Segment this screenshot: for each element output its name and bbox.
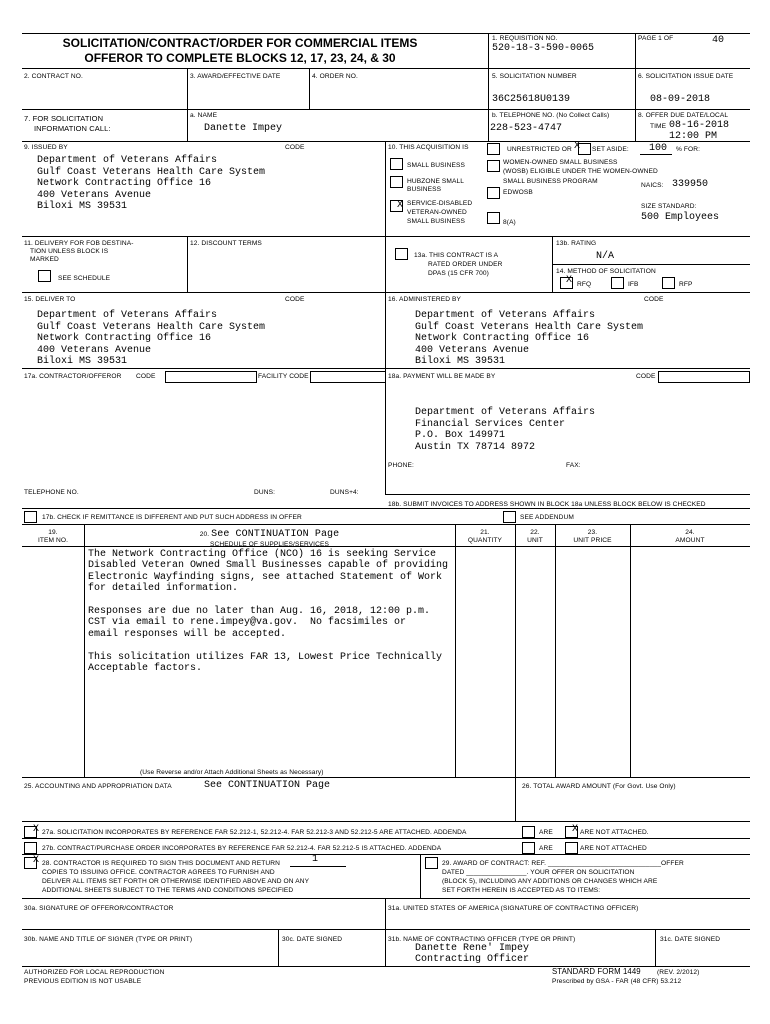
rfq-label: RFQ [577, 281, 592, 288]
rfp-checkbox[interactable] [662, 277, 675, 289]
offer-due-date[interactable]: 08-16-2018 [669, 120, 730, 131]
form-title-line2: OFFEROR TO COMPLETE BLOCKS 12, 17, 23, 24, & 30 [84, 51, 396, 65]
rfp-label: RFP [679, 281, 693, 288]
phone-label: PHONE: [388, 462, 414, 469]
col-schedule: 20. See CONTINUATION Page SCHEDULE OF SUPPLIES/SERVICES [199, 529, 340, 548]
total-award-label: 26. TOTAL AWARD AMOUNT (For Govt. Use Only) [522, 783, 676, 790]
29-line1: 29. AWARD OF CONTRACT: REF. ______________________________OFFER [442, 860, 684, 867]
29-line2: DATED ________________. YOUR OFFER ON SOLICITATION [442, 869, 635, 876]
ifb-checkbox[interactable] [611, 277, 624, 289]
facility-code-label: FACILITY CODE [258, 373, 309, 380]
fax-label: FAX: [566, 462, 581, 469]
footer-authorized: AUTHORIZED FOR LOCAL REPRODUCTION [24, 969, 165, 976]
issued-by-address[interactable]: Department of Veterans Affairs Gulf Coast Veterans Health Care System Network Contracting Office 16 400 Veterans Avenue Biloxi MS 39531 [37, 155, 266, 212]
size-standard-label: SIZE STANDARD: [641, 203, 697, 210]
edwosb-checkbox[interactable] [487, 187, 500, 199]
col-unit-price: 23. UNIT PRICE [573, 529, 612, 544]
requisition-label: 1. REQUISITION NO. [492, 35, 558, 42]
27b-are-not-checkbox[interactable] [565, 842, 578, 854]
naics-code[interactable]: 339950 [672, 179, 709, 190]
small-business-label: SMALL BUSINESS [407, 162, 465, 169]
submit-invoices-label: 18b. SUBMIT INVOICES TO ADDRESS SHOWN IN BLOCK 18a UNLESS BLOCK BELOW IS CHECKED [388, 501, 706, 508]
set-aside-percent[interactable]: 100 [649, 143, 668, 154]
administered-by-address[interactable]: Department of Veterans Affairs Gulf Coast Veterans Health Care System Network Contracting Office 16 400 Veterans Avenue Biloxi MS 39531 [415, 310, 644, 367]
footer-revision: (REV. 2/2012) [657, 969, 700, 976]
30c-label: 30c. DATE SIGNED [282, 936, 343, 943]
set-aside-checkbox[interactable] [574, 141, 591, 155]
issue-date-label: 6. SOLICITATION ISSUE DATE [638, 73, 734, 80]
contact-name[interactable]: Danette Impey [204, 123, 283, 134]
see-addendum-label: SEE ADDENDUM [520, 514, 574, 521]
29-line4: SET FORTH HEREIN IS ACCEPTED AS TO ITEMS: [442, 887, 601, 894]
edwosb-label: EDWOSB [503, 189, 533, 196]
check-mark-icon: X [574, 141, 581, 152]
rated-order-checkbox[interactable] [395, 248, 408, 260]
28-line2: COPIES TO ISSUING OFFICE. CONTRACTOR AGREES TO FURNISH AND [42, 869, 275, 876]
28-line1: 28. CONTRACTOR IS REQUIRED TO SIGN THIS DOCUMENT AND RETURN [42, 860, 280, 867]
see-schedule-label: SEE SCHEDULE [58, 275, 111, 282]
27b-are-label: ARE [539, 845, 553, 852]
28-line4: ADDITIONAL SHEETS SUBJECT TO THE TERMS AND CONDITIONS SPECIFIED [42, 887, 294, 894]
officer-signature-field[interactable] [388, 913, 748, 927]
28-checkbox[interactable] [24, 855, 40, 869]
deliver-to-label: 15. DELIVER TO [24, 296, 76, 303]
info-call-label-2: INFORMATION CALL: [34, 124, 111, 133]
delivery-fob-label-1: 11. DELIVERY FOR FOB DESTINA- [24, 240, 134, 247]
wosb-label-3: SMALL BUSINESS PROGRAM [503, 178, 598, 185]
schedule-continuation: See CONTINUATION Page [211, 529, 340, 540]
name-label: a. NAME [190, 112, 218, 119]
small-business-checkbox[interactable] [390, 158, 403, 170]
delivery-fob-label-2: TION UNLESS BLOCK IS [30, 248, 109, 255]
check-mark-icon: X [397, 200, 404, 211]
27b-are-not-label: ARE NOT ATTACHED [580, 845, 647, 852]
30b-label: 30b. NAME AND TITLE OF SIGNER (TYPE OR PRINT) [24, 936, 193, 943]
acquisition-label: 10. THIS ACQUISITION IS [388, 144, 469, 151]
31c-label: 31c. DATE SIGNED [660, 936, 721, 943]
offeror-signature-field[interactable] [24, 913, 382, 927]
31a-label: 31a. UNITED STATES OF AMERICA (SIGNATURE OF CONTRACTING OFFICER) [388, 905, 639, 912]
issued-by-label: 9. ISSUED BY [24, 144, 68, 151]
hubzone-label-2: BUSINESS [407, 186, 442, 193]
footer-previous-edition: PREVIOUS EDITION IS NOT USABLE [24, 978, 142, 985]
size-standard[interactable]: 500 Employees [641, 212, 720, 223]
footer-prescribed: Prescribed by GSA - FAR (48 CFR) 53.212 [552, 978, 682, 985]
wosb-checkbox[interactable] [487, 160, 500, 172]
27b-are-checkbox[interactable] [522, 842, 535, 854]
unrestricted-label: UNRESTRICTED OR [507, 146, 572, 153]
order-no-label: 4. ORDER NO. [312, 73, 358, 80]
contractor-label: 17a. CONTRACTOR/OFFEROR [24, 373, 122, 380]
solicitation-number-label: 5. SOLICITATION NUMBER [492, 73, 577, 80]
footer-form-name: STANDARD FORM 1449 [552, 967, 641, 976]
payment-address[interactable]: Department of Veterans Affairs Financial Services Center P.O. Box 149971 Austin TX 78714 8972 [415, 407, 596, 453]
rated-order-label-2: RATED ORDER UNDER [428, 261, 503, 268]
rating-label: 13b. RATING [556, 240, 597, 247]
unrestricted-checkbox[interactable] [487, 143, 500, 155]
rfq-checkbox[interactable] [560, 277, 573, 289]
discount-terms-label: 12. DISCOUNT TERMS [190, 240, 262, 247]
sdvosb-label-1: SERVICE-DISABLED [407, 200, 473, 207]
contractor-code-field[interactable] [165, 371, 257, 383]
deliver-to-code-label: CODE [285, 296, 305, 303]
duns4-label: DUNS+4: [330, 489, 359, 496]
31b-label: 31b. NAME OF CONTRACTING OFFICER (TYPE OR PRINT) [388, 936, 576, 943]
deliver-to-address[interactable]: Department of Veterans Affairs Gulf Coast Veterans Health Care System Network Contracting Office 16 400 Veterans Avenue Biloxi MS 39531 [37, 310, 266, 367]
sdvosb-checkbox[interactable] [390, 200, 403, 212]
reverse-note: (Use Reverse and/or Attach Additional Sheets as Necessary) [140, 769, 324, 776]
29-checkbox[interactable] [425, 857, 438, 869]
administered-by-label: 16. ADMINISTERED BY [388, 296, 461, 303]
form-title [30, 36, 450, 66]
telephone-no-label: TELEPHONE NO. [24, 489, 79, 496]
8a-checkbox[interactable] [487, 212, 500, 224]
check-mark-icon: X [33, 855, 40, 866]
27a-checkbox[interactable] [24, 824, 40, 838]
naics-label: NAICS: [641, 182, 664, 189]
8a-label: 8(A) [503, 219, 516, 226]
27a-are-label: ARE [539, 829, 553, 836]
copies-count[interactable]: 1 [312, 854, 319, 865]
info-call-label-1: 7. FOR SOLICITATION [24, 114, 104, 123]
payment-code-label: CODE [636, 373, 656, 380]
30a-label: 30a. SIGNATURE OF OFFEROR/CONTRACTOR [24, 905, 174, 912]
check-mark-icon: X [566, 275, 573, 286]
payment-code-field[interactable] [658, 371, 750, 383]
set-aside-label: SET ASIDE: [592, 146, 629, 153]
27a-are-not-checkbox[interactable] [565, 826, 578, 838]
schedule-description[interactable]: The Network Contracting Office (NCO) 16 is seeking Service Disabled Veteran Owned Small Businesses capable of providing Electronic Wayfinding signs, see attached Statement of Work for detailed information. Responses are due no later than Aug. 16, 2018, 12:00 p.m. CST via email to rene.impey@va.gov. No facsimiles or email responses will be accepted. This solicitation utilizes FAR 13, Lowest Price Technically Acceptable factors. [88, 549, 449, 675]
solicitation-number[interactable]: 36C25618U0139 [492, 94, 571, 105]
see-schedule-checkbox[interactable] [38, 270, 51, 282]
wosb-label-1: WOMEN-OWNED SMALL BUSINESS [503, 159, 618, 166]
duns-label: DUNS: [254, 489, 276, 496]
facility-code-field[interactable] [310, 371, 386, 383]
rated-order-label-3: DPAS (15 CFR 700) [428, 270, 489, 277]
27a-label: 27a. SOLICITATION INCORPORATES BY REFERENCE FAR 52.212-1, 52.212-4. FAR 52.212-3 AND 52.212-5 ARE ATTACHED. ADDENDA [42, 829, 467, 836]
29-line3: (BLOCK 5), INCLUDING ANY ADDITIONS OR CHANGES WHICH ARE [442, 878, 658, 885]
time-label: TIME [650, 123, 667, 130]
remittance-checkbox[interactable] [24, 511, 37, 523]
method-label: 14. METHOD OF SOLICITATION [556, 268, 656, 275]
hubzone-label-1: HUBZONE SMALL [407, 178, 464, 185]
delivery-fob-label-3: MARKED [30, 256, 59, 263]
sdvosb-label-3: SMALL BUSINESS [407, 218, 465, 225]
administered-by-code-label: CODE [644, 296, 664, 303]
percent-for-label: % FOR: [676, 146, 701, 153]
issue-date[interactable]: 08-09-2018 [650, 94, 711, 105]
offer-due-label: 8. OFFER DUE DATE/LOCAL [638, 112, 729, 119]
contract-no-label: 2. CONTRACT NO. [24, 73, 83, 80]
col-unit: 22. UNIT [527, 529, 543, 544]
payment-by-label: 18a. PAYMENT WILL BE MADE BY [388, 373, 496, 380]
27a-are-not-label: ARE NOT ATTACHED. [580, 829, 649, 836]
col-quantity: 21. QUANTITY [467, 529, 503, 544]
27a-are-checkbox[interactable] [522, 826, 535, 838]
issued-by-code-label: CODE [285, 144, 305, 151]
rated-order-label-1: 13a. THIS CONTRACT IS A [414, 252, 499, 259]
col-amount: 24. AMOUNT [675, 529, 705, 544]
offer-due-time[interactable]: 12:00 PM [669, 131, 718, 142]
sdvosb-label-2: VETERAN-OWNED [407, 209, 467, 216]
addendum-checkbox[interactable] [503, 511, 516, 523]
col-item-no: 19. ITEM NO. [37, 529, 69, 544]
requisition-number[interactable]: 520-18-3-590-0065 [492, 43, 595, 54]
accounting-label: 25. ACCOUNTING AND APPROPRIATION DATA [24, 783, 172, 790]
form-title-line1: SOLICITATION/CONTRACT/ORDER FOR COMMERCIAL ITEMS [62, 36, 418, 50]
contact-phone[interactable]: 228-523-4747 [490, 123, 563, 134]
wosb-label-2: (WOSB) ELIGIBLE UNDER THE WOMEN-OWNED [503, 168, 658, 175]
rating-value[interactable]: N/A [596, 251, 615, 262]
ifb-label: IFB [628, 281, 639, 288]
check-mark-icon: X [572, 824, 579, 835]
officer-name[interactable]: Danette Rene' Impey [415, 943, 530, 954]
28-line3: DELIVER ALL ITEMS SET FORTH OR OTHERWISE IDENTIFIED ABOVE AND ON ANY [42, 878, 310, 885]
27b-checkbox[interactable] [24, 842, 37, 854]
contractor-code-label: CODE [136, 373, 156, 380]
telephone-label: b. TELEPHONE NO. (No Collect Calls) [492, 112, 610, 119]
27b-label: 27b. CONTRACT/PURCHASE ORDER INCORPORATES BY REFERENCE FAR 52.212-4. FAR 52.212-5 IS ATTACHED. ADDENDA [42, 845, 442, 852]
officer-title[interactable]: Contracting Officer [415, 954, 530, 965]
check-mark-icon: X [33, 824, 40, 835]
page-label: PAGE 1 OF [638, 35, 674, 42]
remittance-label: 17b. CHECK IF REMITTANCE IS DIFFERENT AND PUT SUCH ADDRESS IN OFFER [42, 514, 302, 521]
page-total: 40 [712, 35, 725, 46]
hubzone-checkbox[interactable] [390, 176, 403, 188]
award-date-label: 3. AWARD/EFFECTIVE DATE [190, 73, 281, 80]
accounting-value[interactable]: See CONTINUATION Page [204, 780, 331, 791]
